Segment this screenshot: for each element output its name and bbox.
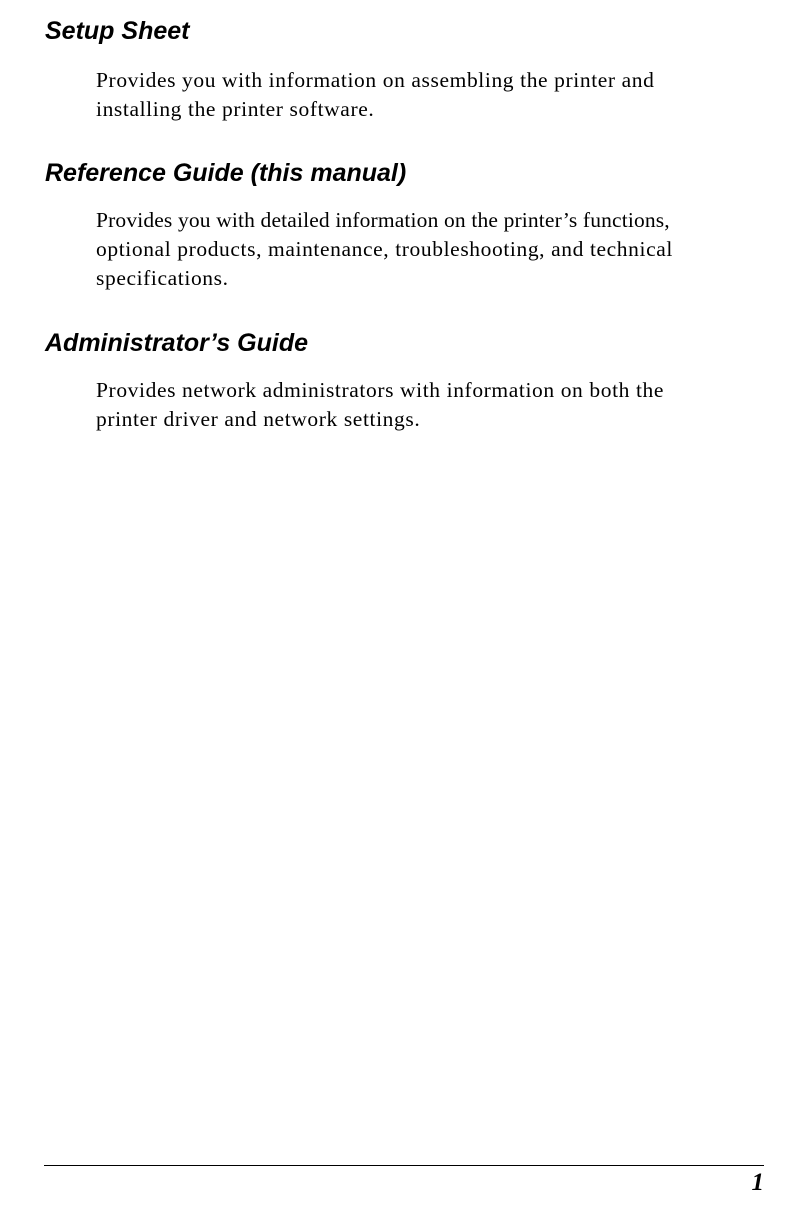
description-line: printer driver and network settings.: [96, 407, 421, 431]
footer-divider: [44, 1165, 764, 1166]
section-heading: Reference Guide (this manual): [45, 159, 407, 187]
section-description: [96, 206, 768, 293]
description-line: Provides you with detailed information on the printer’s functions,: [96, 208, 670, 232]
description-line: specifications.: [96, 266, 229, 290]
description-line: Provides you with information on assembling the printer and: [96, 68, 655, 92]
section-description: [96, 66, 768, 124]
description-line: optional products, maintenance, troubleshooting, and technical: [96, 237, 673, 261]
description-line: installing the printer software.: [96, 97, 375, 121]
section-heading: Setup Sheet: [45, 17, 190, 45]
description-line: Provides network administrators with information on both the: [96, 378, 665, 402]
section-heading: Administrator’s Guide: [45, 329, 309, 357]
section-description: [96, 376, 768, 434]
page-number: 1: [751, 1169, 764, 1196]
